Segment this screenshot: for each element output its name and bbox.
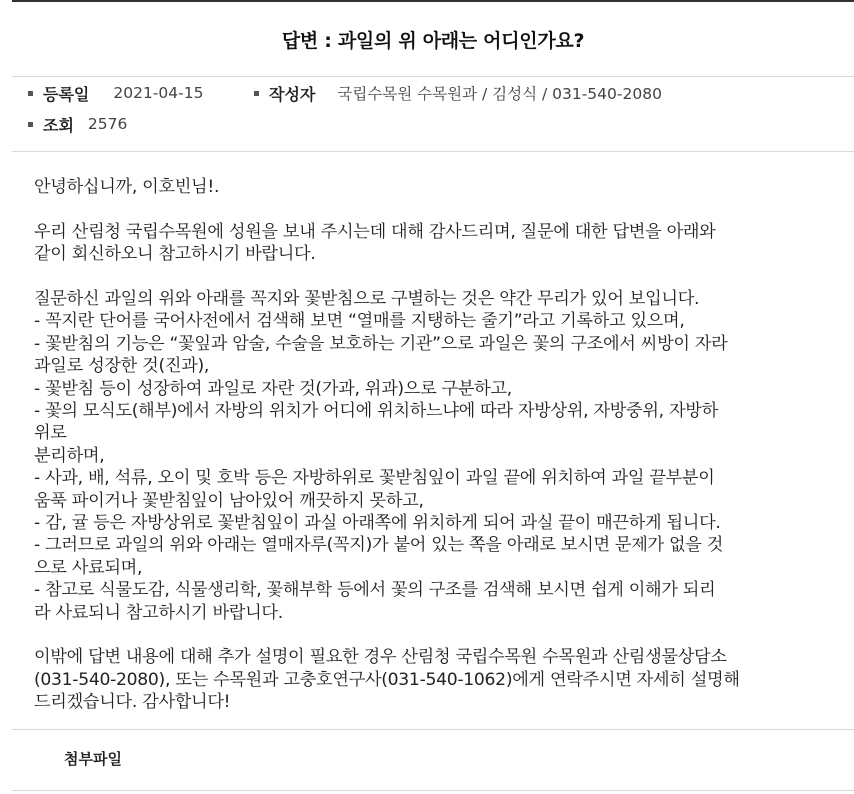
attachments-row bbox=[12, 729, 854, 791]
post-title: 답변 : 과일의 위 아래는 어디인가요? bbox=[281, 29, 585, 52]
post-body bbox=[34, 176, 830, 714]
author-label: 작성자 bbox=[269, 84, 316, 104]
author-value: 국립수목원 수목원과 / 김성식 / 031-540-2080 bbox=[337, 85, 662, 103]
closing-paragraph: 이밖에 답변 내용에 대해 추가 설명이 필요한 경우 산림청 국립수목원 수목원과 산림생물상담소 (031-540-2080), 또는 수목원과 고충호연구사(031-540-1062)에게 연락주시면 자세히 설명해 드리겠습니다. 감사합니다! bbox=[34, 647, 740, 713]
bullet-icon bbox=[28, 122, 33, 127]
attachments-label: 첨부파일 bbox=[64, 750, 122, 768]
date-value: 2021-04-15 bbox=[113, 84, 204, 102]
date-label: 등록일 bbox=[43, 84, 90, 104]
title-bar bbox=[12, 0, 854, 77]
post-meta bbox=[12, 75, 854, 152]
bullet-icon bbox=[254, 91, 259, 96]
meta-author bbox=[254, 81, 662, 105]
greeting-paragraph: 안녕하십니까, 이호빈님!. bbox=[34, 177, 220, 197]
meta-date bbox=[28, 81, 203, 105]
views-label: 조회 bbox=[43, 115, 74, 135]
bullet-icon bbox=[28, 91, 33, 96]
meta-views bbox=[28, 112, 127, 136]
answer-paragraph: 질문하신 과일의 위와 아래를 꼭지와 꽃받침으로 구별하는 것은 약간 무리가 있어 보입니다. - 꼭지란 단어를 국어사전에서 검색해 보면 “열매를 지탱하는 줄기”라고 기록하고 있으며, - 꽃받침의 기능은 “꽃잎과 암술, 수술을 보호하는 기관”으로 과일은 꽃의 구조에서 씨방이 자라 과일로 성장한 것(진과), - 꽃받침 등이 성장하여 과일로 자란 것(가과, 위과)으로 구분하고, - 꽃의 모식도(해부)에서 자방의 위치가 어디에 위치하느냐에 따라 자방상위, 자방중위, 자방하 위로 분리하며, - 사과, 배, 석류, 오이 및 호박 등은 자방하위로 꽃받침잎이 과일 끝에 위치하여 과일 끝부분이 움푹 파이거나 꽃받침잎이 남아있어 깨끗하지 못하고, - 감, 귤 등은 자방상위로 꽃받침잎이 과실 아래쪽에 위치하게 되어 과실 끝이 매끈하게 됩니다. - 그러므로 과일의 위와 아래는 열매자루(꼭지)가 붙어 있는 쪽을 아래로 보시면 문제가 없을 것 으로 사료되며, - 참고로 식물도감, 식물생리학, 꽃해부학 등에서 꽃의 구조를 검색해 보시면 쉽게 이해가 되리 라 사료되니 참고하시기 바랍니다. bbox=[34, 289, 728, 623]
intro-paragraph: 우리 산림청 국립수목원에 성원을 보내 주시는데 대해 감사드리며, 질문에 대한 답변을 아래와 같이 회신하오니 참고하시기 바랍니다. bbox=[34, 221, 716, 265]
views-value: 2576 bbox=[87, 115, 128, 133]
